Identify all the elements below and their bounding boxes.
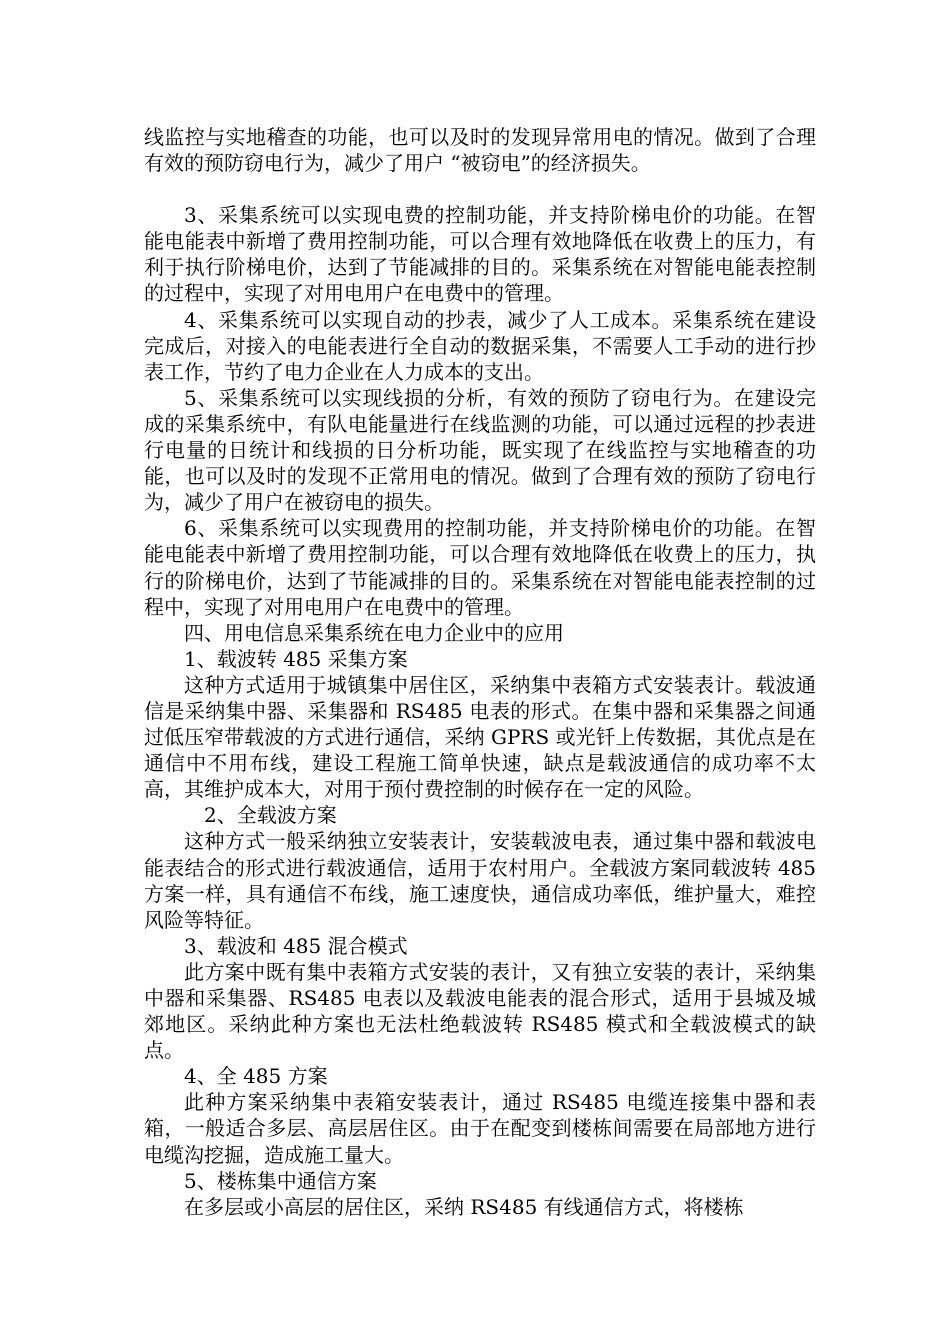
subheading-5: 5、楼栋集中通信方案	[184, 1168, 377, 1193]
paragraph-scheme-2: 这种方式一般采纳独立安装表计，安装载波电表，通过集中器和载波电能表结合的形式进行载波通信，适用于农村用户。全载波方案同载波转 485 方案一样，具有通信不布线，施工速度快，通信成功率低，维护量大，难控风险等特征。	[144, 829, 816, 932]
paragraph-scheme-5: 在多层或小高层的居住区，采纳 RS485 有线通信方式，将楼栋	[184, 1194, 744, 1219]
paragraph-item-4: 4、采集系统可以实现自动的抄表，减少了人工成本。采集系统在建设完成后，对接入的电能表进行全自动的数据采集，不需要人工手动的进行抄表工作，节约了电力企业在人力成本的支出。	[144, 307, 816, 384]
subheading-1: 1、载波转 485 采集方案	[184, 646, 408, 671]
paragraph-scheme-3: 此方案中既有集中表箱方式安装的表计，又有独立安装的表计，采纳集中器和采集器、RS485 电表以及载波电能表的混合形式，适用于县城及城郊地区。采纳此种方案也无法杜绝载波转 RS485 模式和全载波模式的缺点。	[144, 959, 816, 1063]
paragraph-item-3: 3、采集系统可以实现电费的控制功能，并支持阶梯电价的功能。在智能电能表中新增了费用控制功能，可以合理有效地降低在收费上的压力，有利于执行阶梯电价，达到了节能减排的目的。采集系统在对智能电能表控制的过程中，实现了对用电用户在电费中的管理。	[144, 203, 816, 306]
paragraph-item-5: 5、采集系统可以实现线损的分析，有效的预防了窃电行为。在建设完成的采集系统中，有队电能量进行在线监测的功能，可以通过远程的抄表进行电量的日统计和线损的日分析功能，既实现了在线监控与实地稽查的功能，也可以及时的发现不正常用电的情况。做到了合理有效的预防了窃电行为，减少了用户在被窃电的损失。	[144, 385, 816, 515]
document-page	[144, 124, 816, 1220]
paragraph-continuation: 线监控与实地稽查的功能，也可以及时的发现异常用电的情况。做到了合理有效的预防窃电行为，减少了用户 “被窃电”的经济损失。	[144, 125, 816, 176]
paragraph-scheme-1: 这种方式适用于城镇集中居住区，采纳集中表箱方式安装表计。载波通信是采纳集中器、采集器和 RS485 电表的形式。在集中器和采集器之间通过低压窄带载波的方式进行通信，采纳 GPRS 或光钎上传数据，其优点是在通信中不用布线，建设工程施工简单快速，缺点是载波通信的成功率不太高，其维护成本大，对用于预付费控制的时候存在一定的风险。	[144, 672, 816, 802]
paragraph-item-6: 6、采集系统可以实现费用的控制功能，并支持阶梯电价的功能。在智能电能表中新增了费用控制功能，可以合理有效地降低在收费上的压力，执行的阶梯电价，达到了节能减排的目的。采集系统在对智能电能表控制的过程中，实现了对用电用户在电费中的管理。	[144, 516, 816, 619]
subheading-3: 3、载波和 485 混合模式	[184, 933, 408, 958]
paragraph-scheme-4: 此种方案采纳集中表箱安装表计，通过 RS485 电缆连接集中器和表箱，一般适合多层、高层居住区。由于在配变到楼栋间需要在局部地方进行电缆沟挖掘，造成施工量大。	[144, 1090, 816, 1167]
paragraph-gap	[144, 176, 816, 202]
subheading-4: 4、全 485 方案	[184, 1064, 328, 1089]
section-heading: 四、用电信息采集系统在电力企业中的应用	[184, 620, 564, 645]
subheading-2: 2、全载波方案	[204, 803, 337, 828]
